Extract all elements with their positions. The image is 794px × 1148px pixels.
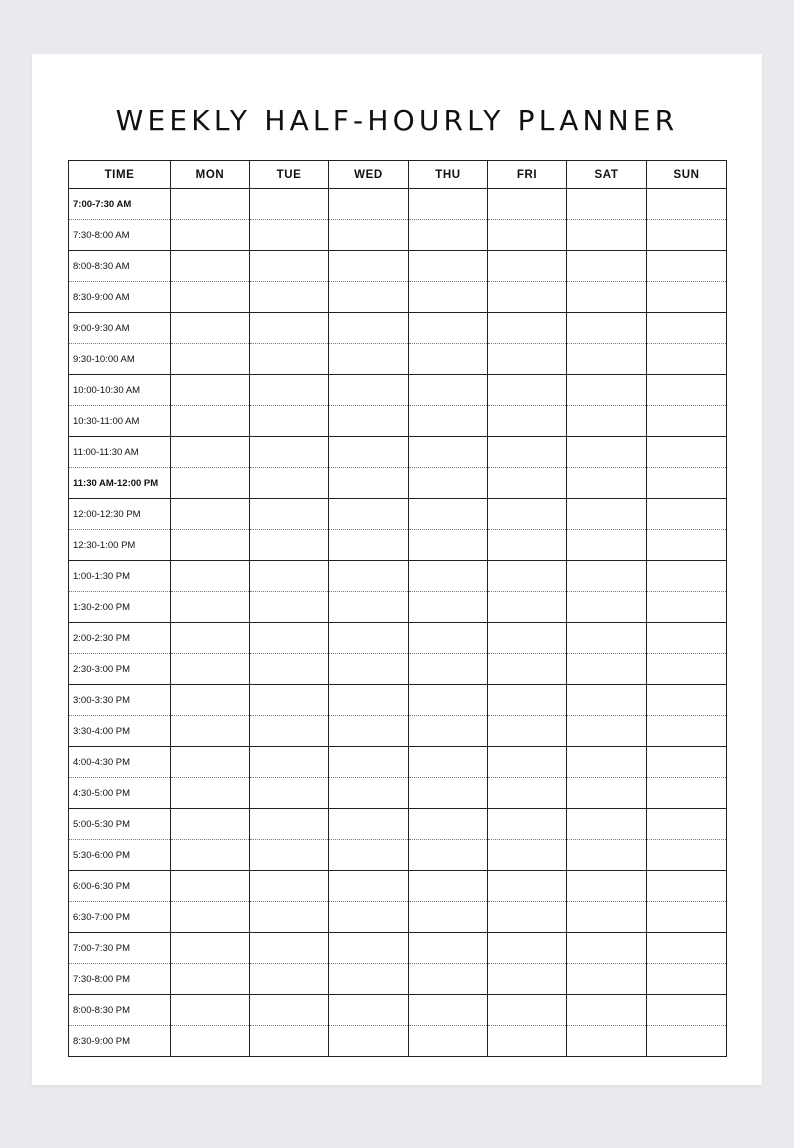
planner-cell-mon[interactable] xyxy=(171,313,250,344)
table-row xyxy=(69,561,727,592)
column-header-thu: THU xyxy=(409,161,488,189)
planner-cell-mon[interactable] xyxy=(171,437,250,468)
planner-cell-wed[interactable] xyxy=(329,902,409,933)
table-row xyxy=(69,437,727,468)
table-row xyxy=(69,468,727,499)
planner-cell-wed[interactable] xyxy=(329,1026,409,1057)
planner-cell-sat[interactable] xyxy=(567,995,647,1026)
table-row xyxy=(69,902,727,933)
planner-cell-tue[interactable] xyxy=(250,685,329,716)
planner-cell-tue[interactable] xyxy=(250,437,329,468)
planner-cell-sat[interactable] xyxy=(567,189,647,220)
planner-cell-tue[interactable] xyxy=(250,220,329,251)
table-row xyxy=(69,251,727,282)
time-slot-label: 7:30-8:00 AM xyxy=(69,220,171,251)
planner-cell-wed[interactable] xyxy=(329,437,409,468)
table-row xyxy=(69,809,727,840)
planner-cell-wed[interactable] xyxy=(329,654,409,685)
planner-cell-fri[interactable] xyxy=(488,1026,567,1057)
planner-cell-sat[interactable] xyxy=(567,871,647,902)
table-row xyxy=(69,871,727,902)
planner-cell-fri[interactable] xyxy=(488,499,567,530)
planner-cell-thu[interactable] xyxy=(409,840,488,871)
planner-cell-sat[interactable] xyxy=(567,499,647,530)
planner-cell-fri[interactable] xyxy=(488,344,567,375)
planner-cell-wed[interactable] xyxy=(329,251,409,282)
planner-cell-fri[interactable] xyxy=(488,189,567,220)
planner-cell-sun[interactable] xyxy=(647,902,727,933)
time-slot-label: 11:00-11:30 AM xyxy=(69,437,171,468)
time-slot-label: 9:30-10:00 AM xyxy=(69,344,171,375)
planner-cell-thu[interactable] xyxy=(409,189,488,220)
planner-cell-sat[interactable] xyxy=(567,654,647,685)
planner-cell-fri[interactable] xyxy=(488,902,567,933)
planner-cell-thu[interactable] xyxy=(409,902,488,933)
planner-cell-fri[interactable] xyxy=(488,654,567,685)
time-slot-label: 10:30-11:00 AM xyxy=(69,406,171,437)
table-row xyxy=(69,313,727,344)
planner-cell-fri[interactable] xyxy=(488,933,567,964)
planner-cell-sat[interactable] xyxy=(567,1026,647,1057)
planner-cell-sun[interactable] xyxy=(647,468,727,499)
planner-cell-sun[interactable] xyxy=(647,685,727,716)
planner-cell-wed[interactable] xyxy=(329,499,409,530)
time-slot-label: 6:30-7:00 PM xyxy=(69,902,171,933)
planner-cell-thu[interactable] xyxy=(409,716,488,747)
planner-cell-sat[interactable] xyxy=(567,220,647,251)
planner-cell-tue[interactable] xyxy=(250,654,329,685)
planner-cell-sun[interactable] xyxy=(647,623,727,654)
table-row xyxy=(69,530,727,561)
planner-cell-sat[interactable] xyxy=(567,282,647,313)
planner-cell-mon[interactable] xyxy=(171,964,250,995)
planner-cell-tue[interactable] xyxy=(250,499,329,530)
planner-cell-thu[interactable] xyxy=(409,344,488,375)
planner-cell-sat[interactable] xyxy=(567,964,647,995)
planner-cell-sun[interactable] xyxy=(647,716,727,747)
planner-cell-wed[interactable] xyxy=(329,685,409,716)
planner-cell-tue[interactable] xyxy=(250,313,329,344)
planner-cell-tue[interactable] xyxy=(250,809,329,840)
column-header-sat: SAT xyxy=(567,161,647,189)
planner-cell-mon[interactable] xyxy=(171,220,250,251)
column-header-mon: MON xyxy=(171,161,250,189)
planner-cell-sat[interactable] xyxy=(567,592,647,623)
time-slot-label: 2:30-3:00 PM xyxy=(69,654,171,685)
planner-cell-thu[interactable] xyxy=(409,623,488,654)
planner-cell-thu[interactable] xyxy=(409,468,488,499)
planner-cell-wed[interactable] xyxy=(329,623,409,654)
planner-cell-tue[interactable] xyxy=(250,995,329,1026)
time-slot-label: 6:00-6:30 PM xyxy=(69,871,171,902)
time-slot-label: 8:00-8:30 AM xyxy=(69,251,171,282)
planner-cell-fri[interactable] xyxy=(488,468,567,499)
time-slot-label: 3:30-4:00 PM xyxy=(69,716,171,747)
planner-cell-mon[interactable] xyxy=(171,344,250,375)
planner-cell-fri[interactable] xyxy=(488,716,567,747)
planner-cell-thu[interactable] xyxy=(409,1026,488,1057)
planner-cell-sat[interactable] xyxy=(567,778,647,809)
table-row xyxy=(69,375,727,406)
planner-cell-tue[interactable] xyxy=(250,375,329,406)
planner-cell-mon[interactable] xyxy=(171,902,250,933)
planner-cell-sat[interactable] xyxy=(567,468,647,499)
planner-cell-sun[interactable] xyxy=(647,251,727,282)
planner-cell-mon[interactable] xyxy=(171,716,250,747)
planner-cell-wed[interactable] xyxy=(329,964,409,995)
time-slot-label: 3:00-3:30 PM xyxy=(69,685,171,716)
planner-cell-tue[interactable] xyxy=(250,840,329,871)
planner-cell-thu[interactable] xyxy=(409,871,488,902)
planner-cell-sun[interactable] xyxy=(647,840,727,871)
table-row xyxy=(69,1026,727,1057)
planner-cell-sat[interactable] xyxy=(567,437,647,468)
planner-title: WEEKLY HALF-HOURLY PLANNER xyxy=(115,104,679,137)
time-slot-label: 5:30-6:00 PM xyxy=(69,840,171,871)
planner-cell-sun[interactable] xyxy=(647,995,727,1026)
planner-cell-thu[interactable] xyxy=(409,561,488,592)
planner-cell-sat[interactable] xyxy=(567,902,647,933)
planner-cell-sat[interactable] xyxy=(567,530,647,561)
planner-cell-sun[interactable] xyxy=(647,220,727,251)
planner-cell-thu[interactable] xyxy=(409,220,488,251)
planner-cell-thu[interactable] xyxy=(409,406,488,437)
planner-cell-tue[interactable] xyxy=(250,189,329,220)
planner-cell-wed[interactable] xyxy=(329,468,409,499)
time-slot-label: 8:30-9:00 AM xyxy=(69,282,171,313)
planner-cell-thu[interactable] xyxy=(409,809,488,840)
column-header-sun: SUN xyxy=(647,161,727,189)
planner-cell-wed[interactable] xyxy=(329,282,409,313)
planner-cell-wed[interactable] xyxy=(329,313,409,344)
time-slot-label: 4:30-5:00 PM xyxy=(69,778,171,809)
planner-cell-fri[interactable] xyxy=(488,623,567,654)
planner-cell-wed[interactable] xyxy=(329,220,409,251)
table-row xyxy=(69,747,727,778)
table-row xyxy=(69,778,727,809)
planner-cell-mon[interactable] xyxy=(171,995,250,1026)
planner-cell-tue[interactable] xyxy=(250,623,329,654)
planner-cell-sun[interactable] xyxy=(647,809,727,840)
column-header-fri: FRI xyxy=(488,161,567,189)
planner-cell-fri[interactable] xyxy=(488,871,567,902)
planner-cell-tue[interactable] xyxy=(250,592,329,623)
planner-cell-thu[interactable] xyxy=(409,375,488,406)
planner-cell-fri[interactable] xyxy=(488,282,567,313)
planner-cell-wed[interactable] xyxy=(329,995,409,1026)
planner-cell-mon[interactable] xyxy=(171,282,250,313)
planner-cell-tue[interactable] xyxy=(250,468,329,499)
planner-cell-tue[interactable] xyxy=(250,902,329,933)
planner-cell-fri[interactable] xyxy=(488,809,567,840)
planner-cell-fri[interactable] xyxy=(488,964,567,995)
planner-cell-wed[interactable] xyxy=(329,871,409,902)
planner-cell-fri[interactable] xyxy=(488,840,567,871)
planner-cell-tue[interactable] xyxy=(250,251,329,282)
planner-cell-thu[interactable] xyxy=(409,685,488,716)
planner-cell-mon[interactable] xyxy=(171,809,250,840)
time-slot-label: 1:00-1:30 PM xyxy=(69,561,171,592)
planner-cell-thu[interactable] xyxy=(409,282,488,313)
planner-cell-mon[interactable] xyxy=(171,375,250,406)
planner-cell-fri[interactable] xyxy=(488,778,567,809)
planner-cell-tue[interactable] xyxy=(250,716,329,747)
planner-cell-sun[interactable] xyxy=(647,871,727,902)
planner-cell-tue[interactable] xyxy=(250,964,329,995)
planner-cell-fri[interactable] xyxy=(488,313,567,344)
planner-cell-sun[interactable] xyxy=(647,375,727,406)
time-slot-label: 9:00-9:30 AM xyxy=(69,313,171,344)
time-slot-label: 4:00-4:30 PM xyxy=(69,747,171,778)
planner-cell-fri[interactable] xyxy=(488,220,567,251)
table-row xyxy=(69,406,727,437)
planner-cell-mon[interactable] xyxy=(171,747,250,778)
planner-cell-thu[interactable] xyxy=(409,251,488,282)
planner-cell-wed[interactable] xyxy=(329,375,409,406)
planner-cell-tue[interactable] xyxy=(250,778,329,809)
table-row xyxy=(69,220,727,251)
table-row xyxy=(69,189,727,220)
planner-cell-fri[interactable] xyxy=(488,530,567,561)
planner-cell-sun[interactable] xyxy=(647,437,727,468)
planner-cell-sun[interactable] xyxy=(647,189,727,220)
planner-cell-sun[interactable] xyxy=(647,530,727,561)
planner-cell-mon[interactable] xyxy=(171,933,250,964)
column-header-time: TIME xyxy=(69,161,171,189)
planner-cell-fri[interactable] xyxy=(488,406,567,437)
planner-cell-mon[interactable] xyxy=(171,871,250,902)
planner-cell-mon[interactable] xyxy=(171,685,250,716)
planner-cell-sat[interactable] xyxy=(567,933,647,964)
planner-cell-mon[interactable] xyxy=(171,561,250,592)
time-slot-label: 11:30 AM-12:00 PM xyxy=(69,468,171,499)
planner-cell-thu[interactable] xyxy=(409,964,488,995)
planner-cell-sun[interactable] xyxy=(647,282,727,313)
planner-cell-thu[interactable] xyxy=(409,530,488,561)
planner-cell-mon[interactable] xyxy=(171,251,250,282)
planner-cell-wed[interactable] xyxy=(329,530,409,561)
planner-cell-sun[interactable] xyxy=(647,747,727,778)
planner-cell-wed[interactable] xyxy=(329,809,409,840)
planner-cell-fri[interactable] xyxy=(488,437,567,468)
time-slot-label: 12:30-1:00 PM xyxy=(69,530,171,561)
planner-cell-wed[interactable] xyxy=(329,344,409,375)
table-row xyxy=(69,685,727,716)
table-row xyxy=(69,716,727,747)
table-row xyxy=(69,344,727,375)
planner-cell-fri[interactable] xyxy=(488,592,567,623)
planner-cell-thu[interactable] xyxy=(409,933,488,964)
table-row xyxy=(69,933,727,964)
planner-cell-tue[interactable] xyxy=(250,406,329,437)
table-row xyxy=(69,964,727,995)
planner-cell-fri[interactable] xyxy=(488,747,567,778)
planner-cell-tue[interactable] xyxy=(250,1026,329,1057)
column-header-tue: TUE xyxy=(250,161,329,189)
table-row xyxy=(69,499,727,530)
planner-cell-mon[interactable] xyxy=(171,530,250,561)
planner-cell-mon[interactable] xyxy=(171,654,250,685)
planner-cell-thu[interactable] xyxy=(409,778,488,809)
planner-cell-wed[interactable] xyxy=(329,406,409,437)
time-slot-label: 5:00-5:30 PM xyxy=(69,809,171,840)
planner-cell-sun[interactable] xyxy=(647,313,727,344)
planner-cell-sat[interactable] xyxy=(567,313,647,344)
table-row xyxy=(69,623,727,654)
planner-cell-sun[interactable] xyxy=(647,406,727,437)
table-row xyxy=(69,840,727,871)
planner-cell-wed[interactable] xyxy=(329,778,409,809)
planner-cell-fri[interactable] xyxy=(488,251,567,282)
time-slot-label: 1:30-2:00 PM xyxy=(69,592,171,623)
planner-cell-sat[interactable] xyxy=(567,685,647,716)
time-slot-label: 7:00-7:30 PM xyxy=(69,933,171,964)
planner-cell-wed[interactable] xyxy=(329,561,409,592)
planner-cell-thu[interactable] xyxy=(409,313,488,344)
time-slot-label: 8:00-8:30 PM xyxy=(69,995,171,1026)
planner-cell-sun[interactable] xyxy=(647,778,727,809)
time-slot-label: 7:00-7:30 AM xyxy=(69,189,171,220)
planner-cell-fri[interactable] xyxy=(488,561,567,592)
planner-cell-thu[interactable] xyxy=(409,437,488,468)
planner-cell-sun[interactable] xyxy=(647,1026,727,1057)
planner-cell-wed[interactable] xyxy=(329,189,409,220)
planner-cell-sun[interactable] xyxy=(647,964,727,995)
planner-cell-sat[interactable] xyxy=(567,840,647,871)
planner-cell-wed[interactable] xyxy=(329,933,409,964)
planner-cell-tue[interactable] xyxy=(250,871,329,902)
planner-cell-sat[interactable] xyxy=(567,623,647,654)
table-row xyxy=(69,282,727,313)
planner-cell-fri[interactable] xyxy=(488,685,567,716)
planner-cell-sat[interactable] xyxy=(567,747,647,778)
column-header-wed: WED xyxy=(329,161,409,189)
time-slot-label: 10:00-10:30 AM xyxy=(69,375,171,406)
time-slot-label: 2:00-2:30 PM xyxy=(69,623,171,654)
time-slot-label: 7:30-8:00 PM xyxy=(69,964,171,995)
planner-cell-tue[interactable] xyxy=(250,561,329,592)
planner-cell-mon[interactable] xyxy=(171,778,250,809)
planner-cell-sun[interactable] xyxy=(647,654,727,685)
planner-cell-tue[interactable] xyxy=(250,747,329,778)
planner-cell-wed[interactable] xyxy=(329,747,409,778)
planner-cell-mon[interactable] xyxy=(171,592,250,623)
planner-cell-sat[interactable] xyxy=(567,375,647,406)
table-row xyxy=(69,995,727,1026)
planner-table xyxy=(68,160,727,1057)
planner-cell-sun[interactable] xyxy=(647,499,727,530)
planner-cell-sat[interactable] xyxy=(567,251,647,282)
planner-cell-fri[interactable] xyxy=(488,995,567,1026)
planner-cell-tue[interactable] xyxy=(250,933,329,964)
planner-cell-wed[interactable] xyxy=(329,840,409,871)
planner-cell-sun[interactable] xyxy=(647,561,727,592)
planner-cell-sat[interactable] xyxy=(567,561,647,592)
planner-cell-sat[interactable] xyxy=(567,809,647,840)
planner-cell-wed[interactable] xyxy=(329,716,409,747)
planner-cell-mon[interactable] xyxy=(171,623,250,654)
table-row xyxy=(69,592,727,623)
table-row xyxy=(69,654,727,685)
planner-cell-mon[interactable] xyxy=(171,468,250,499)
time-slot-label: 8:30-9:00 PM xyxy=(69,1026,171,1057)
planner-cell-mon[interactable] xyxy=(171,1026,250,1057)
planner-cell-mon[interactable] xyxy=(171,840,250,871)
planner-cell-tue[interactable] xyxy=(250,344,329,375)
header-row xyxy=(69,161,727,189)
planner-cell-sun[interactable] xyxy=(647,344,727,375)
planner-cell-thu[interactable] xyxy=(409,747,488,778)
planner-cell-fri[interactable] xyxy=(488,375,567,406)
time-slot-label: 12:00-12:30 PM xyxy=(69,499,171,530)
planner-cell-thu[interactable] xyxy=(409,995,488,1026)
planner-cell-mon[interactable] xyxy=(171,406,250,437)
planner-cell-sat[interactable] xyxy=(567,716,647,747)
planner-cell-thu[interactable] xyxy=(409,654,488,685)
planner-cell-tue[interactable] xyxy=(250,282,329,313)
planner-cell-wed[interactable] xyxy=(329,592,409,623)
planner-cell-tue[interactable] xyxy=(250,530,329,561)
planner-cell-thu[interactable] xyxy=(409,592,488,623)
planner-cell-sat[interactable] xyxy=(567,344,647,375)
planner-cell-sat[interactable] xyxy=(567,406,647,437)
planner-cell-sun[interactable] xyxy=(647,592,727,623)
planner-cell-sun[interactable] xyxy=(647,933,727,964)
planner-cell-thu[interactable] xyxy=(409,499,488,530)
planner-cell-mon[interactable] xyxy=(171,189,250,220)
planner-cell-mon[interactable] xyxy=(171,499,250,530)
